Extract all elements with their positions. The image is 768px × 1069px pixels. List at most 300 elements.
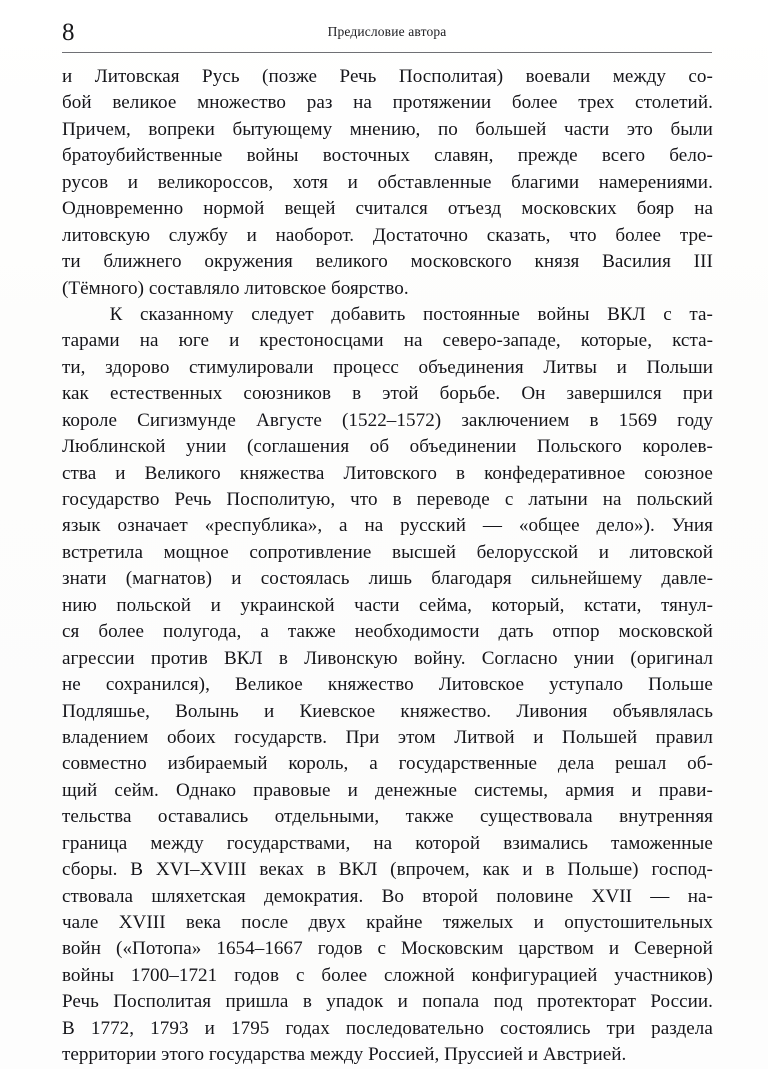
word: славян,: [434, 145, 494, 167]
word: Волынь: [175, 700, 239, 722]
word: также: [287, 621, 336, 643]
word: воевали: [525, 66, 591, 87]
word: ствовала: [62, 885, 134, 907]
word: 1700–1721: [130, 964, 218, 986]
word: крайне: [366, 912, 423, 933]
word: Польше: [648, 674, 713, 696]
word: польской: [116, 594, 192, 616]
word: об-: [687, 753, 713, 775]
word: со-: [688, 66, 713, 87]
word: нормой: [203, 198, 265, 220]
word: тарами: [62, 330, 120, 352]
word: об: [369, 436, 390, 458]
word: отпор: [552, 621, 600, 643]
word: —: [482, 515, 503, 537]
word: дело»).: [596, 515, 655, 537]
word: как: [482, 859, 510, 881]
word: чале: [62, 912, 99, 933]
word: множество: [197, 92, 287, 114]
word: обоих: [166, 726, 216, 748]
word: хотя: [292, 171, 329, 193]
word: нию: [62, 594, 97, 616]
word: Речь: [339, 66, 377, 87]
word: Достаточно: [372, 224, 468, 246]
word: ся: [62, 621, 80, 643]
text-line: [62, 487, 713, 513]
word: более: [98, 621, 145, 643]
word: три: [606, 1017, 636, 1039]
word: литовской: [629, 541, 713, 563]
word: и: [62, 66, 73, 87]
word: конфигурацией: [471, 964, 598, 986]
word: (впрочем,: [390, 859, 470, 881]
word: раз: [306, 92, 333, 114]
word: встретила: [62, 541, 143, 563]
word: —: [650, 885, 670, 907]
word: на: [364, 515, 384, 537]
word: и: [347, 171, 358, 193]
word: правил: [655, 726, 713, 748]
word: второй: [422, 885, 479, 907]
word: объединении: [409, 436, 517, 458]
word: При: [345, 726, 380, 748]
word: войну.: [413, 647, 466, 669]
text-line: [62, 646, 713, 672]
word: 1793: [150, 1017, 189, 1039]
header-divider-rule: [62, 52, 712, 53]
word: этой: [382, 383, 419, 405]
text-line: [62, 884, 713, 910]
word: сборы.: [62, 859, 118, 881]
text-line: [62, 1016, 713, 1042]
word: с: [377, 938, 387, 960]
word: Подляшье,: [62, 700, 150, 722]
word: XVIII: [118, 912, 166, 933]
text-line: [62, 857, 713, 883]
word: литовскую: [62, 224, 151, 246]
word: естественных: [109, 383, 223, 405]
word: и: [204, 1017, 215, 1039]
word: в: [278, 647, 288, 669]
word: 1772,: [90, 1017, 135, 1039]
word: княжество: [327, 674, 414, 696]
word: Однако: [175, 779, 237, 801]
word: унии: [186, 436, 227, 458]
word: мнению,: [349, 118, 421, 140]
word: русский: [400, 515, 466, 537]
word: которой: [415, 832, 481, 854]
word: прежде: [517, 145, 578, 167]
word: Московским: [401, 938, 504, 960]
text-line: [62, 593, 713, 619]
word: Уния: [671, 515, 713, 537]
word: с: [663, 303, 672, 325]
word: с: [295, 964, 305, 986]
word: объявлялась: [612, 700, 713, 722]
word: избираемый: [167, 753, 268, 775]
word: польский: [636, 489, 713, 510]
word: вопреки: [148, 118, 215, 140]
word: уступало: [549, 674, 624, 696]
word: как: [62, 383, 89, 405]
word: при: [682, 383, 713, 405]
word: добавить: [331, 303, 406, 325]
word: процесс: [333, 356, 399, 378]
word: двух: [308, 912, 346, 933]
word: Речь: [174, 489, 212, 510]
word: необходимости: [354, 621, 480, 643]
word: здорово: [105, 356, 170, 378]
word: годах: [285, 1017, 330, 1039]
word: не: [62, 674, 81, 696]
word: знати: [62, 568, 107, 590]
word: Ливония: [516, 700, 588, 722]
text-line: территории этого государства между Россией, Пруссией и Австрией.: [62, 1044, 627, 1066]
word: борьбе.: [439, 383, 501, 405]
word: и: [127, 171, 139, 193]
word: Польши: [646, 356, 713, 378]
word: княжество.: [400, 700, 492, 722]
word: этом: [397, 726, 436, 748]
word: попала: [422, 991, 480, 1013]
word: раздела: [651, 1017, 713, 1039]
word: (магнатов): [125, 568, 213, 590]
word: более: [511, 92, 558, 114]
word: на: [139, 330, 159, 352]
word: дать: [498, 621, 534, 643]
running-head: [62, 20, 712, 52]
word: и: [598, 541, 610, 563]
word: К: [109, 303, 123, 325]
word: Причем,: [62, 118, 131, 140]
word: та-: [689, 303, 713, 325]
word: (позже: [262, 66, 318, 87]
text-line: [62, 619, 713, 645]
word: правовые: [253, 779, 331, 801]
word: войн: [62, 938, 102, 960]
word: отъезд: [447, 198, 502, 220]
word: сохранился),: [105, 674, 210, 696]
word: благими: [511, 171, 580, 193]
word: Одновременно: [62, 198, 184, 220]
body-text-block: [62, 64, 713, 1069]
word: после: [241, 912, 289, 933]
word: в: [589, 409, 599, 431]
word: войны: [246, 145, 299, 167]
word: и: [631, 779, 642, 801]
word: Великое: [234, 674, 303, 696]
text-line: [62, 302, 713, 328]
word: тре-: [679, 224, 713, 246]
word: тяжелых: [442, 912, 514, 933]
word: Он: [521, 383, 546, 405]
word: шляхетская: [151, 885, 246, 907]
word: участников): [614, 964, 713, 986]
text-line: [62, 381, 713, 407]
word: высшей: [392, 541, 457, 563]
word: обставленные: [377, 171, 492, 193]
word: что: [569, 224, 597, 246]
word: Польшей: [562, 726, 638, 748]
word: сейм.: [114, 779, 159, 801]
word: Речь: [62, 991, 99, 1013]
word: Августе: [256, 409, 322, 431]
word: Северной: [634, 938, 713, 960]
word: «республика»,: [204, 515, 323, 537]
text-line: [62, 64, 713, 90]
word: Литовская: [94, 66, 180, 87]
word: XVI–XVIII: [155, 859, 247, 881]
word: крестоносцами: [259, 330, 384, 352]
word: «общее: [518, 515, 580, 537]
word: оставались: [157, 806, 249, 828]
text-line: [62, 513, 713, 539]
word: 1569: [618, 409, 658, 431]
word: состоялись: [500, 1017, 591, 1039]
word: протекторат: [537, 991, 636, 1013]
word: 1795: [231, 1017, 270, 1039]
word: (оригинал: [630, 647, 713, 669]
word: в: [352, 383, 362, 405]
text-line: [62, 910, 713, 936]
word: а: [339, 515, 348, 537]
word: это: [626, 118, 653, 140]
text-line: [62, 408, 713, 434]
word: белорусской: [476, 541, 579, 563]
word: давле-: [661, 568, 713, 590]
word: завершился: [566, 383, 662, 405]
word: ства: [62, 462, 97, 484]
word: и: [347, 779, 358, 801]
word: войны: [537, 303, 590, 325]
text-line: [62, 566, 713, 592]
text-line: [62, 778, 713, 804]
word: войны: [62, 964, 114, 986]
word: годов: [234, 964, 280, 986]
word: и: [522, 859, 533, 881]
word: между: [150, 832, 204, 854]
word: тянул-: [661, 594, 713, 616]
word: отдельными,: [274, 806, 380, 828]
word: и: [231, 568, 242, 590]
word: Посполитая): [398, 66, 504, 87]
word: внутренняя: [619, 806, 713, 828]
word: существовала: [480, 806, 593, 828]
word: который,: [491, 594, 565, 616]
word: Великого: [144, 462, 221, 484]
word: России.: [650, 991, 713, 1013]
word: Люблинской: [62, 436, 166, 458]
word: опустошительных: [564, 912, 713, 933]
word: Польского: [536, 436, 622, 458]
word: граница: [62, 832, 128, 854]
word: кстати,: [583, 594, 642, 616]
word: взимались: [503, 832, 588, 854]
word: конфедеративное: [484, 462, 626, 484]
word: великого: [315, 251, 388, 273]
word: демократия.: [263, 885, 364, 907]
word: таможенные: [611, 832, 713, 854]
word: между: [612, 66, 666, 87]
word: а: [260, 621, 269, 643]
text-line: [62, 540, 713, 566]
word: следует: [251, 303, 314, 325]
word: государств.: [234, 726, 328, 748]
word: сказанному: [139, 303, 234, 325]
word: (соглашения: [246, 436, 350, 458]
word: денежные: [374, 779, 457, 801]
page-number: 8: [62, 19, 75, 46]
text-line: [62, 117, 713, 143]
word: ти: [62, 251, 81, 273]
word: считался: [355, 198, 428, 220]
word: совместно: [62, 753, 147, 775]
text-line: [62, 90, 713, 116]
word: более: [321, 964, 368, 986]
word: против: [150, 647, 208, 669]
word: службу: [168, 224, 228, 246]
word: («Потопа»: [116, 938, 202, 960]
word: прави-: [658, 779, 713, 801]
word: государствами,: [226, 832, 351, 854]
word: московских: [521, 198, 617, 220]
word: годов: [317, 938, 363, 960]
word: III: [693, 251, 713, 273]
word: лишь: [368, 568, 413, 590]
word: Киевское: [299, 700, 376, 722]
word: сейма,: [419, 594, 472, 616]
text-line: [62, 989, 713, 1015]
word: царством: [518, 938, 594, 960]
word: последовательно: [345, 1017, 484, 1039]
word: части: [563, 118, 610, 140]
running-head-title: Предисловие автора: [327, 24, 447, 39]
word: объединения: [418, 356, 524, 378]
text-line: (Тёмного) составляло литовское боярство.: [62, 277, 409, 299]
word: Русь: [202, 66, 240, 87]
word: армия: [565, 779, 615, 801]
word: король,: [288, 753, 349, 775]
word: более: [615, 224, 662, 246]
word: княжества: [239, 462, 325, 484]
word: на: [602, 489, 622, 510]
word: в: [392, 489, 402, 510]
word: всего: [601, 145, 646, 167]
text-line: [62, 328, 713, 354]
word: кста-: [672, 330, 713, 352]
word: что: [350, 489, 378, 510]
word: состоялась: [260, 568, 350, 590]
word: государственные: [398, 753, 538, 775]
word: Литвы: [543, 356, 597, 378]
word: в: [316, 859, 326, 881]
word: великое: [112, 92, 177, 114]
word: были: [670, 118, 713, 140]
word: московского: [410, 251, 512, 273]
word: и: [608, 938, 620, 960]
text-line: [62, 434, 713, 460]
word: Ливонскую: [304, 647, 398, 669]
word: века: [185, 912, 221, 933]
word: Посполитую,: [226, 489, 336, 510]
word: московской: [618, 621, 713, 643]
word: большей: [475, 118, 547, 140]
word: сопротивление: [249, 541, 372, 563]
word: Литвой: [454, 726, 515, 748]
text-line: [62, 672, 713, 698]
word: Во: [381, 885, 404, 907]
word: по: [437, 118, 458, 140]
word: которые,: [580, 330, 653, 352]
word: юге: [178, 330, 210, 352]
word: союзное: [644, 462, 713, 484]
word: ти,: [62, 356, 86, 378]
word: заключением: [461, 409, 570, 431]
word: дела: [557, 753, 595, 775]
word: и: [616, 356, 627, 378]
word: трех: [578, 92, 615, 114]
word: ВКЛ: [224, 647, 263, 669]
word: унии: [573, 647, 615, 669]
word: (1522–1572): [342, 409, 442, 431]
word: агрессии: [62, 647, 135, 669]
word: упадок: [326, 991, 384, 1013]
text-line: [62, 461, 713, 487]
word: системы,: [474, 779, 549, 801]
text-line: [62, 804, 713, 830]
word: мощное: [163, 541, 229, 563]
text-line: [62, 831, 713, 857]
text-line: [62, 751, 713, 777]
word: ВКЛ: [607, 303, 646, 325]
word: протяжении: [392, 92, 492, 114]
word: Согласно: [481, 647, 558, 669]
word: господ-: [651, 859, 713, 881]
word: окружения: [204, 251, 293, 273]
word: государство: [62, 489, 160, 510]
word: Посполитая: [113, 991, 212, 1013]
word: постоянные: [422, 303, 520, 325]
word: сильнейшему: [530, 568, 643, 590]
word: веках: [259, 859, 304, 881]
word: и: [210, 594, 221, 616]
word: вещей: [284, 198, 336, 220]
text-line: [62, 963, 713, 989]
word: Василия: [602, 251, 671, 273]
text-line: [62, 699, 713, 725]
word: бой: [62, 92, 92, 114]
word: решал: [615, 753, 667, 775]
word: в: [302, 991, 312, 1013]
text-line: [62, 249, 713, 275]
word: на: [694, 198, 713, 220]
word: великороссов,: [157, 171, 274, 193]
word: а: [369, 753, 378, 775]
text-line: [62, 223, 713, 249]
word: в: [545, 859, 555, 881]
word: и: [263, 700, 275, 722]
word: половине: [496, 885, 574, 907]
word: Сигизмунде: [137, 409, 236, 431]
word: и: [229, 330, 240, 352]
word: в: [455, 462, 466, 484]
word: владением: [62, 726, 149, 748]
word: тельства: [62, 806, 132, 828]
word: короле: [62, 409, 117, 431]
word: латыни: [528, 489, 588, 510]
word: язык: [62, 515, 101, 537]
word: щий: [62, 779, 98, 801]
